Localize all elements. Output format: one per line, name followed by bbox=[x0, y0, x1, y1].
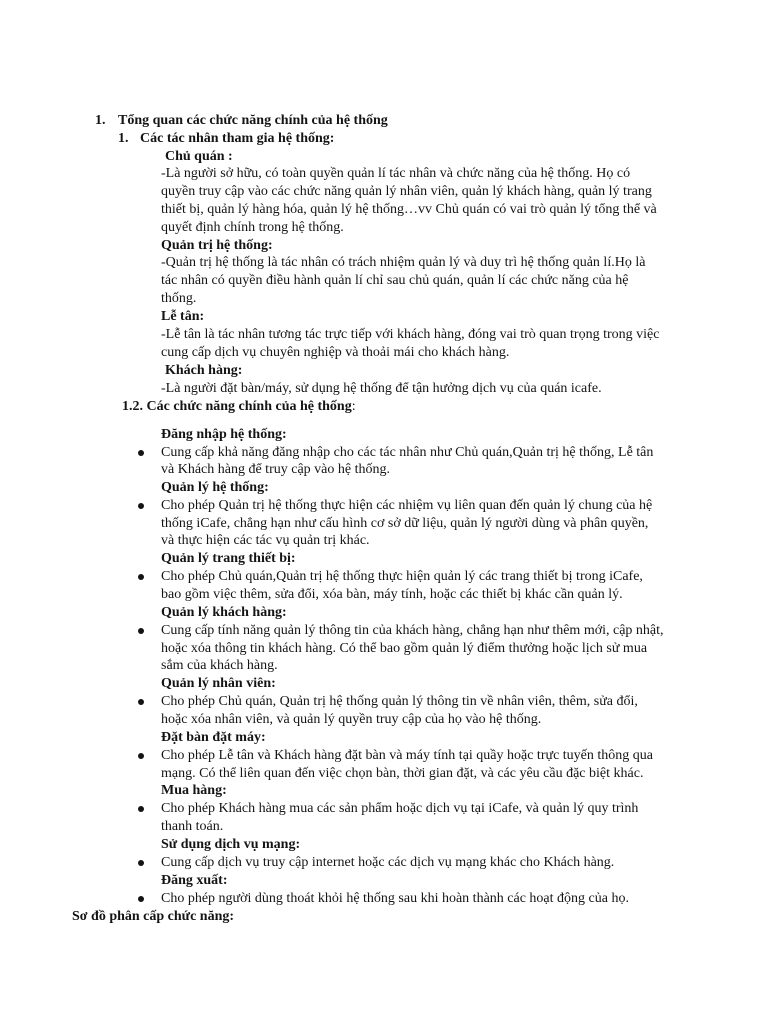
function-system-title: Quản lý hệ thống: bbox=[161, 480, 269, 495]
bullet-icon bbox=[138, 503, 144, 509]
actor-owner-text: thiết bị, quản lý hàng hóa, quản lý hệ thống…vv Chủ quán có vai trò quản lý tổng thể và bbox=[161, 202, 657, 217]
actor-owner-text: quyền truy cập vào các chức năng quản lý nhân viên, quản lý khách hàng, quản lý trang bbox=[161, 184, 652, 199]
actor-customer-text: -Là người đặt bàn/máy, sử dụng hệ thống để tận hưởng dịch vụ của quán icafe. bbox=[161, 381, 602, 396]
function-customer-text: Cung cấp tính năng quản lý thông tin của khách hàng, chẳng hạn như thêm mới, cập nhật, bbox=[161, 623, 664, 638]
function-staff-title: Quản lý nhân viên: bbox=[161, 676, 276, 691]
function-customer-title: Quản lý khách hàng: bbox=[161, 605, 287, 620]
function-customer-text: hoặc xóa thông tin khách hàng. Có thể bao gồm quản lý điểm thưởng hoặc lịch sử mua bbox=[161, 641, 648, 656]
function-login-text: Cung cấp khả năng đăng nhập cho các tác nhân như Chủ quán,Quản trị hệ thống, Lễ tân bbox=[161, 445, 654, 460]
actor-admin-title: Quản trị hệ thống: bbox=[161, 238, 273, 253]
function-booking-text: Cho phép Lễ tân và Khách hàng đặt bàn và máy tính tại quầy hoặc trực tuyến thông qua bbox=[161, 748, 653, 763]
actor-owner-title: Chủ quán : bbox=[165, 149, 233, 164]
bullet-icon bbox=[138, 699, 144, 705]
function-system-text: thống iCafe, chẳng hạn như cấu hình cơ sở dữ liệu, quản lý người dùng và phân quyền, bbox=[161, 516, 649, 531]
actor-owner-text: -Là người sở hữu, có toàn quyền quản lí tác nhân và chức năng của hệ thống. Họ có bbox=[161, 166, 631, 181]
heading-1-2-colon: : bbox=[351, 399, 356, 414]
function-system-text: và thực hiện các tác vụ quản trị khác. bbox=[161, 533, 370, 548]
actor-admin-text: -Quản trị hệ thống là tác nhân có trách nhiệm quản lý và duy trì hệ thống quản lí.Họ là bbox=[161, 255, 646, 270]
bullet-icon bbox=[138, 574, 144, 580]
heading-1-2-title: 1.2. Các chức năng chính của hệ thống bbox=[122, 399, 352, 414]
function-equipment-text: Cho phép Chủ quán,Quản trị hệ thống thực hiện quản lý các trang thiết bị trong iCafe, bbox=[161, 569, 643, 584]
function-staff-text: Cho phép Chủ quán, Quản trị hệ thống quản lý thông tin về nhân viên, thêm, sửa đổi, bbox=[161, 694, 638, 709]
actor-receptionist-title: Lễ tân: bbox=[161, 309, 205, 324]
bullet-icon bbox=[138, 628, 144, 634]
heading-1-2 bbox=[122, 398, 356, 415]
function-staff-text: hoặc xóa nhân viên, và quản lý quyền truy cập của họ vào hệ thống. bbox=[161, 712, 542, 727]
bullet-icon bbox=[138, 896, 144, 902]
function-equipment-title: Quản lý trang thiết bị: bbox=[161, 551, 296, 566]
bullet-icon bbox=[138, 860, 144, 866]
function-login-title: Đăng nhập hệ thống: bbox=[161, 427, 287, 442]
bullet-icon bbox=[138, 753, 144, 759]
function-purchase-text: thanh toán. bbox=[161, 819, 224, 834]
heading-1-title: Tổng quan các chức năng chính của hệ thống bbox=[118, 113, 388, 128]
bullet-icon bbox=[138, 806, 144, 812]
function-booking-title: Đặt bàn đặt máy: bbox=[161, 730, 266, 745]
actor-admin-text: thống. bbox=[161, 291, 197, 306]
function-logout-text: Cho phép người dùng thoát khỏi hệ thống sau khi hoàn thành các hoạt động của họ. bbox=[161, 891, 629, 906]
function-purchase-title: Mua hàng: bbox=[161, 783, 227, 798]
heading-2-title: Các tác nhân tham gia hệ thống: bbox=[140, 131, 335, 146]
diagram-heading: Sơ đồ phân cấp chức năng: bbox=[72, 909, 235, 924]
heading-1-number: 1. bbox=[95, 113, 106, 128]
heading-2-number: 1. bbox=[118, 131, 129, 146]
function-network-title: Sử dụng dịch vụ mạng: bbox=[161, 837, 301, 852]
function-purchase-text: Cho phép Khách hàng mua các sản phẩm hoặc dịch vụ tại iCafe, và quản lý quy trình bbox=[161, 801, 639, 816]
actor-receptionist-text: -Lễ tân là tác nhân tương tác trực tiếp với khách hàng, đóng vai trò quan trọng trong việc bbox=[161, 327, 660, 342]
function-customer-text: sắm của khách hàng. bbox=[161, 658, 278, 673]
function-booking-text: mạng. Có thể liên quan đến việc chọn bàn, thời gian đặt, và các yêu cầu đặc biệt khác. bbox=[161, 766, 644, 781]
actor-admin-text: tác nhân có quyền điều hành quản lí chỉ sau chủ quán, quản lí các chức năng của hệ bbox=[161, 273, 629, 288]
function-equipment-text: bao gồm việc thêm, sửa đổi, xóa bàn, máy tính, hoặc các thiết bị khác cần quản lý. bbox=[161, 587, 623, 602]
actor-owner-text: quyết định chính trong hệ thống. bbox=[161, 220, 344, 235]
bullet-icon bbox=[138, 450, 144, 456]
function-system-text: Cho phép Quản trị hệ thống thực hiện các nhiệm vụ liên quan đến quản lý chung của hệ bbox=[161, 498, 653, 513]
function-network-text: Cung cấp dịch vụ truy cập internet hoặc các dịch vụ mạng khác cho Khách hàng. bbox=[161, 855, 615, 870]
actor-customer-title: Khách hàng: bbox=[165, 363, 243, 378]
function-logout-title: Đăng xuất: bbox=[161, 873, 228, 888]
function-login-text: và Khách hàng để truy cập vào hệ thống. bbox=[161, 462, 390, 477]
actor-receptionist-text: cung cấp dịch vụ chuyên nghiệp và thoải mái cho khách hàng. bbox=[161, 345, 510, 360]
